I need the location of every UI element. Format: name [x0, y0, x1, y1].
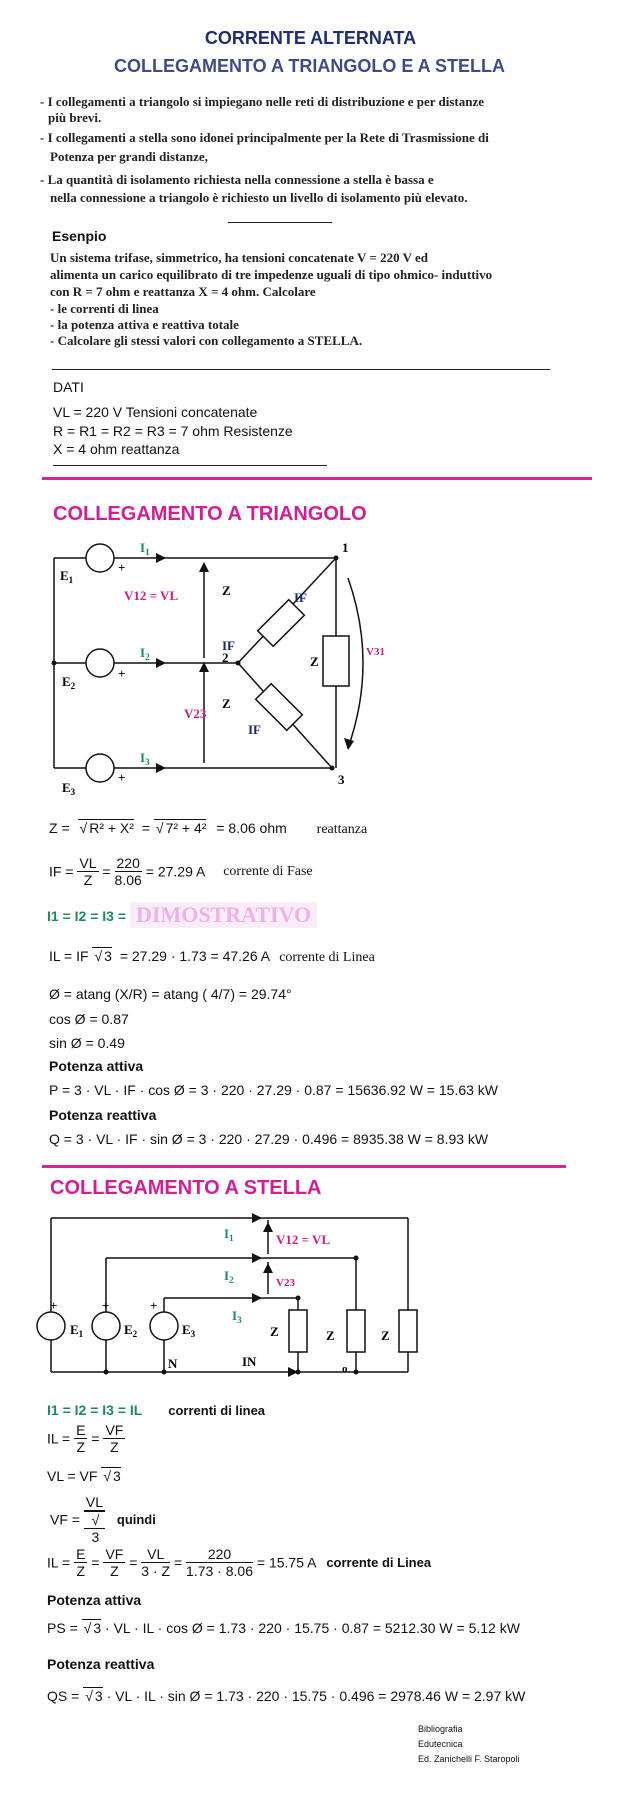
label-e1: $E_1$: [70, 1322, 84, 1339]
example-line: con R = 7 ohm e reattanza X = 4 ohm. Calcolare: [50, 284, 316, 299]
label-e3: $E_3$: [182, 1322, 196, 1339]
watermark: DIMOSTRATIVO: [130, 902, 317, 928]
svg-text:Z: Z: [222, 696, 231, 711]
intro-line: più brevi.: [48, 110, 102, 125]
svg-text:+: +: [50, 1298, 58, 1313]
intro-line: - I collegamenti a triangolo si impiegano nelle reti di distribuzione e per distanze: [40, 94, 485, 109]
section-heading-stella: COLLEGAMENTO A STELLA: [50, 1177, 322, 1199]
formula-cos: cos Ø = 0.87: [49, 1011, 129, 1027]
svg-text:IF: IF: [294, 590, 307, 605]
section-divider: [42, 477, 592, 480]
formula-stella-il: IL = $\frac{E}{Z}$ = $\frac{VF}{Z}$: [47, 1422, 124, 1455]
label-potenza-attiva: Potenza attiva: [49, 1058, 144, 1074]
svg-text:o: o: [342, 1363, 348, 1375]
svg-text:Z: Z: [310, 654, 319, 669]
label-i2: $I_2$: [140, 645, 150, 662]
label-e1: $E_1$: [60, 568, 74, 585]
example-heading: Esenpio: [52, 228, 107, 244]
divider: [228, 222, 332, 223]
svg-text:N: N: [168, 1356, 178, 1371]
example-line: - la potenza attiva e reattiva totale: [50, 317, 239, 332]
label-v23: V23: [276, 1277, 295, 1289]
svg-text:+: +: [118, 770, 126, 785]
label-stella-potenza-reattiva: Potenza reattiva: [47, 1656, 155, 1672]
formula-potenza-reattiva: Q = 3 · VL · IF · sin Ø = 3 · 220 · 27.29 · 0.496 = 8935.38 W = 8.93 kW: [49, 1131, 489, 1147]
svg-text:Z: Z: [326, 1328, 335, 1343]
formula-stella-potenza-reattiva: QS = √ 3 · VL · IL · sin Ø = 1.73 · 220 · 15.75 · 0.496 = 2978.46 W = 2.97 kW: [47, 1688, 526, 1704]
page-title: CORRENTE ALTERNATA: [204, 28, 417, 48]
formula-ieq: I1 = I2 = I3 =: [47, 908, 127, 924]
label-v23: V23: [184, 706, 207, 721]
svg-text:Z: Z: [222, 583, 231, 598]
label-v12: V12 = VL: [124, 588, 179, 603]
svg-text:Z: Z: [270, 1324, 279, 1339]
svg-text:Z: Z: [381, 1328, 390, 1343]
label-i1: $I_1$: [224, 1226, 234, 1243]
section-heading-triangolo: COLLEGAMENTO A TRIANGOLO: [53, 503, 367, 525]
dati-line: R = R1 = R2 = R3 = 7 ohm Resistenze: [53, 423, 293, 439]
divider: [53, 465, 327, 466]
svg-text:2: 2: [222, 650, 229, 665]
svg-text:+: +: [102, 1298, 110, 1313]
svg-text:+: +: [118, 666, 126, 681]
svg-text:+: +: [150, 1298, 158, 1313]
formula-phi: Ø = atang (X/R) = atang ( 4/7) = 29.74°: [49, 986, 292, 1002]
label-i3: $I_3$: [232, 1308, 242, 1325]
label-in: IN: [242, 1354, 257, 1369]
divider: [52, 369, 550, 370]
label-e3: $E_3$: [62, 780, 76, 797]
intro-line: - I collegamenti a stella sono idonei principalmente per la Rete di Trasmissione di: [40, 130, 489, 145]
formula-il: IL = IF √ 3 = 27.29 · 1.73 = 47.26 A corrente di Linea: [49, 948, 375, 965]
svg-text:1: 1: [342, 540, 349, 555]
label-v12: V12 = VL: [276, 1232, 331, 1247]
page-subtitle: COLLEGAMENTO A TRIANGOLO E A STELLA: [114, 56, 505, 76]
example-line: Un sistema trifase, simmetrico, ha tensioni concatenate V = 220 V ed: [50, 250, 428, 265]
footer-line: Bibliografia: [418, 1724, 463, 1734]
intro-line: Potenza per grandi distanze,: [50, 149, 208, 164]
intro-line: - La quantità di isolamento richiesta nella connessione a stella è bassa e: [40, 172, 434, 187]
dati-heading: DATI: [53, 379, 84, 395]
svg-text:IF: IF: [248, 722, 261, 737]
example-line: - le correnti di linea: [50, 301, 159, 316]
label-e2: $E_2$: [124, 1322, 138, 1339]
label-v31: V31: [366, 646, 385, 658]
formula-potenza-attiva: P = 3 · VL · IF · cos Ø = 3 · 220 · 27.29 · 0.87 = 15636.92 W = 15.63 kW: [49, 1082, 499, 1098]
svg-text:+: +: [118, 560, 126, 575]
label-i3: $I_3$: [140, 750, 150, 767]
label-i2: $I_2$: [224, 1268, 234, 1285]
formula-stella-il2: IL = $\frac{E}{Z}$ = $\frac{VF}{Z}$ = $\frac{VL}{3 \cdot Z}$ = $\frac{220}{1.73 \cdot 8.06}$ = 15.75 A corrente di Linea: [47, 1546, 432, 1579]
label-potenza-reattiva: Potenza reattiva: [49, 1107, 157, 1123]
svg-text:3: 3: [338, 772, 345, 787]
delta-circuit-diagram: [48, 538, 385, 797]
formula-sin: sin Ø = 0.49: [49, 1035, 125, 1051]
dati-line: X = 4 ohm reattanza: [53, 441, 180, 457]
footer-line: Edutecnica: [418, 1739, 463, 1749]
star-circuit-diagram: [36, 1210, 436, 1390]
svg-text:IF: IF: [222, 638, 235, 653]
dati-line: VL = 220 V Tensioni concatenate: [53, 404, 258, 420]
formula-stella-potenza-attiva: PS = √ 3 · VL · IL · cos Ø = 1.73 · 220 · 15.75 · 0.87 = 5212.30 W = 5.12 kW: [47, 1620, 520, 1636]
formula-stella-vf: VF = VL √ 3 quindi: [50, 1494, 156, 1545]
label-i1: $I_1$: [140, 540, 150, 557]
intro-line: nella connessione a triangolo è richiesto un livello di isolamento più elevato.: [50, 190, 468, 205]
formula-stella-ieq: I1 = I2 = I3 = IL correnti di linea: [47, 1402, 266, 1418]
formula-if: IF = $\frac{VL}{Z}$ = $\frac{220}{8.06}$ = 27.29 A corrente di Fase: [49, 855, 313, 888]
example-line: alimenta un carico equilibrato di tre impedenze uguali di tipo ohmico- induttivo: [50, 267, 493, 282]
section-divider: [42, 1165, 566, 1168]
formula-stella-vl: VL = VF √ 3: [47, 1468, 121, 1484]
footer-line: Ed. Zanichelli F. Staropoli: [418, 1754, 520, 1764]
formula-z: Z = √ R² + X² = √ 7² + 4² = 8.06 ohm reattanza: [49, 820, 368, 837]
example-line: - Calcolare gli stessi valori con collegamento a STELLA.: [50, 333, 363, 348]
label-e2: $E_2$: [62, 674, 76, 691]
label-stella-potenza-attiva: Potenza attiva: [47, 1592, 142, 1608]
